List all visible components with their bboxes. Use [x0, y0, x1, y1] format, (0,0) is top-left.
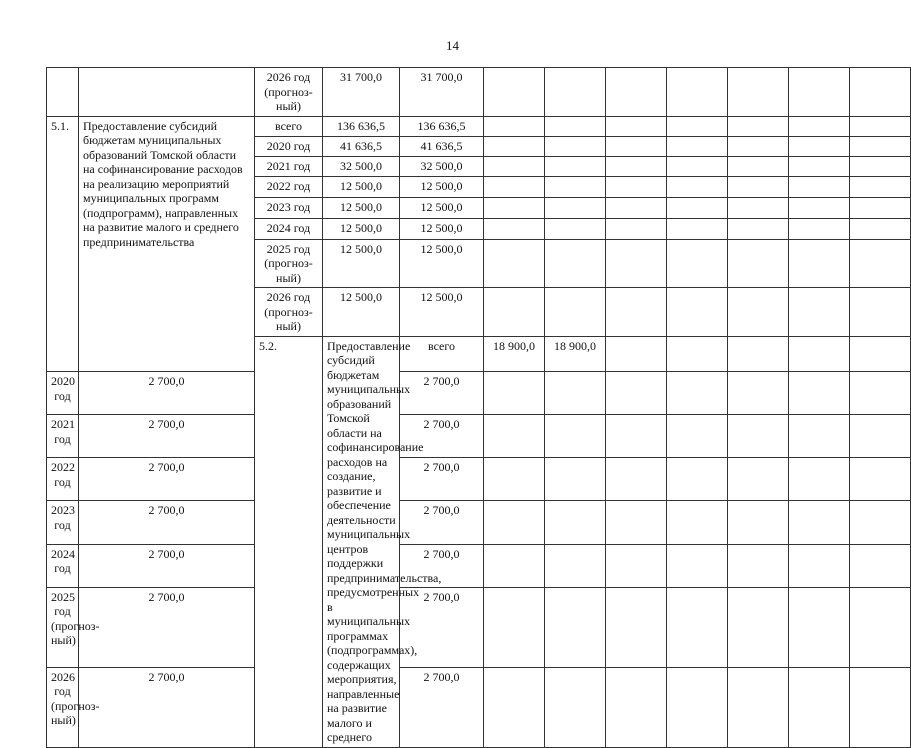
year-cell: 2023 год [47, 501, 79, 544]
regional-budget-cell: 41 636,5 [400, 136, 484, 156]
empty-cell [789, 587, 850, 667]
empty-cell [545, 544, 606, 587]
empty-cell [728, 458, 789, 501]
regional-budget-cell: 12 500,0 [400, 197, 484, 218]
year-cell: 2022 год [255, 176, 323, 197]
empty-cell [484, 176, 545, 197]
empty-cell [545, 176, 606, 197]
empty-cell [789, 288, 850, 337]
empty-cell [484, 136, 545, 156]
empty-cell [728, 501, 789, 544]
empty-cell [545, 68, 606, 117]
empty-cell [484, 587, 545, 667]
empty-cell [850, 544, 911, 587]
total-amount-cell: 31 700,0 [323, 68, 400, 117]
empty-cell [484, 116, 545, 136]
empty-cell [667, 415, 728, 458]
empty-cell [545, 587, 606, 667]
row-number-cell: 5.2. [255, 336, 323, 747]
empty-cell [484, 667, 545, 747]
empty-cell [606, 156, 667, 176]
empty-cell [606, 415, 667, 458]
empty-cell [484, 458, 545, 501]
empty-cell [789, 156, 850, 176]
empty-cell [484, 156, 545, 176]
year-cell: 2024 год [47, 544, 79, 587]
total-amount-cell: 12 500,0 [323, 197, 400, 218]
empty-cell [728, 336, 789, 372]
table-row [47, 372, 911, 415]
total-amount-cell: 136 636,5 [323, 116, 400, 136]
total-amount-cell: 41 636,5 [323, 136, 400, 156]
total-amount-cell: 2 700,0 [79, 587, 255, 667]
empty-cell [789, 136, 850, 156]
year-cell: всего [255, 116, 323, 136]
empty-cell [850, 372, 911, 415]
empty-cell [484, 197, 545, 218]
empty-cell [850, 176, 911, 197]
year-cell: 2020 год [255, 136, 323, 156]
empty-cell [606, 372, 667, 415]
empty-cell [606, 176, 667, 197]
empty-cell [850, 68, 911, 117]
empty-cell [667, 136, 728, 156]
empty-cell [667, 458, 728, 501]
empty-cell [728, 288, 789, 337]
empty-cell [484, 544, 545, 587]
empty-cell [789, 336, 850, 372]
empty-cell [850, 239, 911, 288]
empty-cell [606, 544, 667, 587]
empty-cell [728, 239, 789, 288]
empty-cell [667, 501, 728, 544]
empty-cell [850, 116, 911, 136]
empty-cell [728, 587, 789, 667]
table-row [47, 458, 911, 501]
table-row [47, 587, 911, 667]
table-body [47, 68, 911, 748]
empty-cell [728, 544, 789, 587]
table-row [47, 116, 911, 136]
total-amount-cell: 12 500,0 [323, 239, 400, 288]
empty-cell [606, 68, 667, 117]
year-cell: 2021 год [255, 156, 323, 176]
empty-cell [545, 136, 606, 156]
empty-cell [728, 176, 789, 197]
empty-cell [545, 458, 606, 501]
year-cell: 2025 год (прогноз- ный) [47, 587, 79, 667]
year-cell: всего [400, 336, 484, 372]
empty-cell [789, 415, 850, 458]
table-row [47, 667, 911, 747]
empty-cell [850, 156, 911, 176]
total-amount-cell: 2 700,0 [79, 458, 255, 501]
regional-budget-cell: 2 700,0 [400, 544, 484, 587]
budget-table [46, 67, 911, 748]
empty-cell [606, 239, 667, 288]
empty-cell [667, 544, 728, 587]
empty-cell [606, 501, 667, 544]
regional-budget-cell: 136 636,5 [400, 116, 484, 136]
empty-cell [728, 218, 789, 239]
year-cell: 2026 год (прогноз- ный) [255, 288, 323, 337]
regional-budget-cell: 31 700,0 [400, 68, 484, 117]
year-cell: 2022 год [47, 458, 79, 501]
empty-cell [484, 415, 545, 458]
total-amount-cell: 2 700,0 [79, 415, 255, 458]
empty-cell [789, 667, 850, 747]
empty-cell [789, 458, 850, 501]
empty-cell [606, 288, 667, 337]
regional-budget-cell: 2 700,0 [400, 587, 484, 667]
year-cell: 2026 год (прогноз- ный) [255, 68, 323, 117]
empty-cell [728, 197, 789, 218]
empty-cell [606, 197, 667, 218]
table-row [47, 544, 911, 587]
regional-budget-cell: 2 700,0 [400, 501, 484, 544]
empty-cell [484, 239, 545, 288]
year-cell: 2020 год [47, 372, 79, 415]
empty-cell [667, 176, 728, 197]
year-cell: 2025 год (прогноз- ный) [255, 239, 323, 288]
empty-cell [789, 68, 850, 117]
empty-cell [545, 156, 606, 176]
empty-cell [728, 136, 789, 156]
empty-cell [789, 116, 850, 136]
empty-cell [484, 68, 545, 117]
empty-cell [667, 667, 728, 747]
empty-cell [667, 116, 728, 136]
description-cell [79, 68, 255, 117]
empty-cell [606, 458, 667, 501]
table-row [47, 415, 911, 458]
table-row [47, 68, 911, 117]
empty-cell [606, 667, 667, 747]
empty-cell [850, 218, 911, 239]
empty-cell [545, 288, 606, 337]
empty-cell [728, 68, 789, 117]
empty-cell [850, 336, 911, 372]
empty-cell [545, 667, 606, 747]
empty-cell [606, 218, 667, 239]
empty-cell [789, 501, 850, 544]
empty-cell [667, 239, 728, 288]
empty-cell [545, 197, 606, 218]
total-amount-cell: 2 700,0 [79, 667, 255, 747]
empty-cell [789, 239, 850, 288]
total-amount-cell: 12 500,0 [323, 218, 400, 239]
empty-cell [850, 458, 911, 501]
empty-cell [667, 156, 728, 176]
total-amount-cell: 32 500,0 [323, 156, 400, 176]
empty-cell [850, 501, 911, 544]
empty-cell [850, 197, 911, 218]
empty-cell [667, 336, 728, 372]
empty-cell [606, 136, 667, 156]
empty-cell [789, 218, 850, 239]
empty-cell [728, 116, 789, 136]
empty-cell [667, 197, 728, 218]
empty-cell [789, 197, 850, 218]
empty-cell [545, 218, 606, 239]
total-amount-cell: 2 700,0 [79, 501, 255, 544]
empty-cell [484, 218, 545, 239]
table-row [47, 501, 911, 544]
description-cell: Предоставление субсидий бюджетам муниципальных образований Томской области на софинансирование расходов на реализацию мероприятий муниципальных программ (подпрограмм), направленных на развитие малого и среднего предпринимательства [79, 116, 255, 372]
empty-cell [545, 501, 606, 544]
empty-cell [484, 501, 545, 544]
total-amount-cell: 12 500,0 [323, 288, 400, 337]
empty-cell [545, 116, 606, 136]
regional-budget-cell: 2 700,0 [400, 667, 484, 747]
empty-cell [850, 667, 911, 747]
regional-budget-cell: 2 700,0 [400, 458, 484, 501]
row-number-cell: 5.1. [47, 116, 79, 372]
empty-cell [667, 372, 728, 415]
empty-cell [667, 68, 728, 117]
empty-cell [667, 587, 728, 667]
empty-cell [789, 544, 850, 587]
description-cell: Предоставление субсидий бюджетам муниципальных образований Томской области на софинансирование расходов на создание, развитие и обеспечение деятельности муниципальных центров поддержки предпринимательства, предусмотренных в муниципальных программах (подпрограммах), содержащих мероприятия, направленные на развитие малого и среднего [323, 336, 400, 747]
regional-budget-cell: 12 500,0 [400, 239, 484, 288]
empty-cell [728, 667, 789, 747]
empty-cell [850, 136, 911, 156]
empty-cell [545, 372, 606, 415]
empty-cell [850, 288, 911, 337]
row-number-cell [47, 68, 79, 117]
empty-cell [667, 288, 728, 337]
regional-budget-cell: 12 500,0 [400, 218, 484, 239]
empty-cell [606, 116, 667, 136]
year-cell: 2021 год [47, 415, 79, 458]
total-amount-cell: 2 700,0 [79, 372, 255, 415]
empty-cell [728, 372, 789, 415]
empty-cell [728, 156, 789, 176]
year-cell: 2026 год (прогноз- ный) [47, 667, 79, 747]
regional-budget-cell: 2 700,0 [400, 372, 484, 415]
empty-cell [606, 587, 667, 667]
empty-cell [850, 587, 911, 667]
empty-cell [789, 372, 850, 415]
regional-budget-cell: 12 500,0 [400, 288, 484, 337]
regional-budget-cell: 12 500,0 [400, 176, 484, 197]
empty-cell [545, 239, 606, 288]
empty-cell [545, 415, 606, 458]
regional-budget-cell: 32 500,0 [400, 156, 484, 176]
empty-cell [484, 372, 545, 415]
year-cell: 2023 год [255, 197, 323, 218]
year-cell: 2024 год [255, 218, 323, 239]
empty-cell [850, 415, 911, 458]
regional-budget-cell: 2 700,0 [400, 415, 484, 458]
total-amount-cell: 2 700,0 [79, 544, 255, 587]
empty-cell [484, 288, 545, 337]
empty-cell [606, 336, 667, 372]
empty-cell [667, 218, 728, 239]
regional-budget-cell: 18 900,0 [545, 336, 606, 372]
empty-cell [789, 176, 850, 197]
empty-cell [728, 415, 789, 458]
total-amount-cell: 12 500,0 [323, 176, 400, 197]
page-number: 14 [446, 38, 459, 53]
total-amount-cell: 18 900,0 [484, 336, 545, 372]
